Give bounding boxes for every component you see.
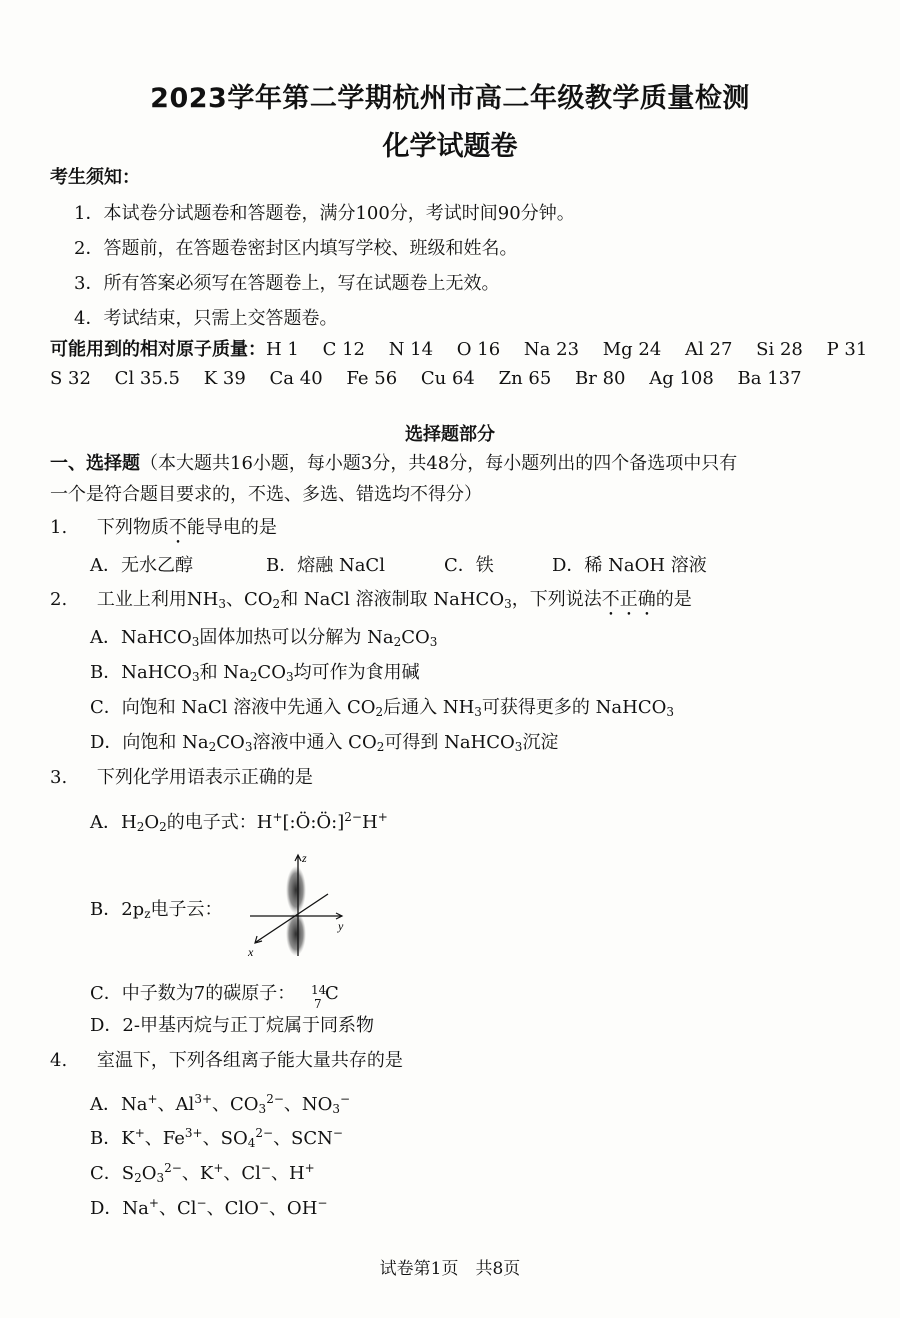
- q3a-text: 的电子式：H: [166, 812, 273, 833]
- q2b-sub: 3: [285, 670, 294, 684]
- notice-item-1: 1．本试卷分试题卷和答题卷，满分100分，考试时间90分钟。: [74, 203, 575, 224]
- exam-subtitle: 化学试题卷: [382, 131, 518, 162]
- q2c-sub: 3: [474, 705, 482, 719]
- q3a-text: H: [361, 812, 378, 833]
- q2-emphasis: 不正确: [601, 589, 656, 610]
- q2d-sub: 2: [208, 740, 217, 754]
- q3a-text: O: [144, 812, 160, 833]
- q4-option-c: [90, 1156, 315, 1190]
- q1-option-d: D．稀 NaOH 溶液: [552, 555, 707, 576]
- q2d-text: 沉淀: [522, 732, 559, 753]
- q4c-sup: 2−: [164, 1161, 182, 1175]
- q4c-text: 、Cl: [223, 1163, 261, 1184]
- q2d-text: D．向饱和 Na: [90, 732, 209, 753]
- q2c-sub: 2: [375, 705, 384, 719]
- notice-item-2: 2．答题前，在答题卷密封区内填写学校、班级和姓名。: [74, 238, 518, 259]
- q2a-sub: 2: [393, 635, 402, 649]
- exam-title: 2023学年第二学期杭州市高二年级教学质量检测: [150, 83, 750, 114]
- q2-option-d: [90, 731, 558, 759]
- q3a-text: A．H: [90, 812, 137, 833]
- nuclide-notation: [310, 982, 327, 1011]
- q2a-text: CO: [401, 627, 430, 648]
- q4b-sup: +: [134, 1126, 145, 1140]
- q4d-text: D．Na: [90, 1198, 149, 1219]
- y-axis-label: y: [338, 919, 344, 933]
- q4a-text: 、NO: [283, 1094, 333, 1115]
- q4b-sup: −: [332, 1126, 343, 1140]
- q2-stem-pre: 工业上利用: [96, 589, 187, 610]
- q2b-text: B．NaHCO: [90, 662, 192, 683]
- q4b-text: 、Fe: [144, 1128, 185, 1149]
- notice-heading: 考生须知：: [50, 167, 140, 188]
- q2-co2: CO: [244, 589, 273, 610]
- atomic-masses-values-1: H 1 C 12 N 14 O 16 Na 23 Mg 24 Al 27 Si 28 P 31: [266, 339, 868, 360]
- section-title: 选择题部分: [405, 424, 495, 445]
- q3c-text: C．中子数为7的碳原子：: [90, 983, 296, 1004]
- q4a-sub: 3: [332, 1102, 341, 1116]
- q4b-sup: 3+: [184, 1126, 203, 1140]
- section-heading-text-2: 一个是符合题目要求的，不选、多选、错选均不得分）: [50, 484, 482, 505]
- q2-end: 的是: [655, 589, 692, 610]
- q2d-sub: 2: [376, 740, 385, 754]
- q4c-sub: 2: [134, 1171, 142, 1185]
- q4d-sup: −: [196, 1196, 207, 1210]
- section-heading: [50, 452, 737, 476]
- q2d-sub: 3: [244, 740, 253, 754]
- q3a-sup: 2−: [344, 810, 362, 824]
- q1-option-b: B．熔融 NaCl: [266, 555, 385, 576]
- q2d-text: 溶液中通入 CO: [252, 732, 377, 753]
- q2d-text: CO: [216, 732, 245, 753]
- q2c-sub: 3: [666, 705, 675, 719]
- q4d-sup: +: [148, 1196, 159, 1210]
- q4c-text: 、K: [181, 1163, 214, 1184]
- q2-post: ，下列说法: [511, 589, 602, 610]
- q1-stem-pre: 下列物质: [96, 517, 169, 538]
- q3-option-b: [90, 898, 223, 926]
- q2c-text: C．向饱和 NaCl 溶液中先通入 CO: [90, 697, 376, 718]
- q2-option-c: [90, 696, 674, 724]
- q3b-text: B．2p: [90, 899, 145, 920]
- q4c-sub: 3: [156, 1171, 165, 1185]
- page-footer: 试卷第1页 共8页: [379, 1259, 521, 1279]
- q2-number: 2.: [50, 589, 68, 610]
- q2-sub: 2: [272, 597, 281, 611]
- q2d-text: 可得到 NaHCO: [384, 732, 515, 753]
- q4c-sup: +: [213, 1161, 224, 1175]
- q4b-sup: 2−: [255, 1126, 274, 1140]
- section-heading-bold: 一、选择题: [50, 453, 140, 474]
- q2-comma: 、: [226, 589, 245, 610]
- q2a-sub: 3: [191, 635, 200, 649]
- q2-option-a: [90, 626, 437, 654]
- q4d-text: 、Cl: [158, 1198, 197, 1219]
- q4a-text: A．Na: [90, 1094, 148, 1115]
- q4d-text: 、ClO: [206, 1198, 259, 1219]
- q3a-sub: 2: [159, 820, 167, 834]
- q2-sub: 3: [504, 597, 512, 611]
- q2a-text: A．NaHCO: [90, 627, 192, 648]
- q1-stem-post: 能导电的是: [186, 517, 277, 538]
- q3-option-c: [90, 982, 339, 1011]
- q4c-text: C．S: [90, 1163, 135, 1184]
- upper-lobe: [286, 866, 306, 914]
- q1-number: 1.: [50, 517, 68, 538]
- atomic-number: 7: [313, 997, 322, 1011]
- q2c-text: 后通入 NH: [383, 697, 475, 718]
- mass-number: 14: [310, 983, 327, 997]
- notice-item-4: 4．考试结束，只需上交答题卷。: [74, 308, 338, 329]
- q1-stem-emphasis: 不: [168, 517, 187, 538]
- q4a-sup: +: [147, 1092, 158, 1106]
- q3-option-a: [90, 805, 388, 839]
- q2c-text: 可获得更多的 NaHCO: [481, 697, 667, 718]
- q3-stem: [50, 766, 313, 790]
- q3-number: 3.: [50, 767, 68, 788]
- q2-nh3: NH: [186, 589, 219, 610]
- q3-option-d: D．2-甲基丙烷与正丁烷属于同系物: [90, 1015, 374, 1036]
- element-symbol: C: [324, 983, 339, 1004]
- q3a-sup: +: [272, 810, 283, 824]
- q4a-sup: −: [340, 1092, 351, 1106]
- q4a-sup: 2−: [266, 1092, 284, 1106]
- q2b-text: 均可作为食用碱: [293, 662, 420, 683]
- q4b-text: 、SO: [202, 1128, 248, 1149]
- q3-stem-text: 下列化学用语表示正确的是: [96, 767, 313, 788]
- q4b-text: B．K: [90, 1128, 135, 1149]
- q4a-sup: 3+: [194, 1092, 213, 1106]
- q4a-text: 、CO: [212, 1094, 259, 1115]
- lower-lobe: [286, 912, 306, 956]
- q4b-text: 、SCN: [273, 1128, 333, 1149]
- atomic-masses-line1: [50, 338, 867, 362]
- q4-option-b: [90, 1121, 343, 1155]
- q2-mid: 和 NaCl 溶液制取 NaHCO: [280, 589, 505, 610]
- notice-item-3: 3．所有答案必须写在答题卷上，写在试题卷上无效。: [74, 273, 500, 294]
- q1-option-a: A．无水乙醇: [90, 555, 193, 576]
- q4c-sup: −: [260, 1161, 271, 1175]
- q3a-electron-dots: [:Ö:Ö:]: [282, 812, 345, 833]
- q4a-text: 、Al: [157, 1094, 195, 1115]
- q3a-sup: +: [377, 810, 388, 824]
- q2b-text: CO: [257, 662, 286, 683]
- q4d-text: 、OH: [268, 1198, 318, 1219]
- q2b-sub: 3: [191, 670, 200, 684]
- q4c-text: 、H: [270, 1163, 305, 1184]
- section-heading-text: （本大题共16小题，每小题3分，共48分，每小题列出的四个备选项中只有: [140, 453, 738, 474]
- q3b-text: 电子云：: [150, 899, 223, 920]
- q4-stem: [50, 1049, 403, 1073]
- q4a-sub: 3: [258, 1102, 267, 1116]
- q4-number: 4.: [50, 1050, 68, 1071]
- atomic-masses-line2: S 32 Cl 35.5 K 39 Ca 40 Fe 56 Cu 64 Zn 65 Br 80 Ag 108 Ba 137: [50, 368, 802, 389]
- p-orbital-cloud-diagram: [246, 852, 350, 960]
- q1-option-c: C．铁: [444, 555, 494, 576]
- q4d-sup: −: [317, 1196, 328, 1210]
- z-axis-label: z: [302, 852, 307, 865]
- q2-sub: 3: [218, 597, 227, 611]
- x-axis-label: x: [248, 945, 254, 959]
- q1-stem: [50, 516, 277, 548]
- q1-options: [90, 554, 707, 578]
- q3b-sub: z: [144, 907, 151, 921]
- q4c-text: O: [141, 1163, 157, 1184]
- q3a-sub: 2: [136, 820, 145, 834]
- q4-option-d: [90, 1191, 327, 1221]
- q4d-sup: −: [258, 1196, 269, 1210]
- q2a-text: 固体加热可以分解为 Na: [199, 627, 394, 648]
- q2b-sub: 2: [249, 670, 258, 684]
- atomic-masses-label: 可能用到的相对原子质量：: [50, 339, 266, 360]
- q4-option-a: [90, 1087, 350, 1121]
- q2a-sub: 3: [429, 635, 438, 649]
- q2b-text: 和 Na: [199, 662, 250, 683]
- q4c-sup: +: [304, 1161, 315, 1175]
- q2-option-b: [90, 661, 420, 689]
- q4b-sub: 4: [247, 1136, 256, 1150]
- q2d-sub: 3: [514, 740, 523, 754]
- q4-stem-text: 室温下，下列各组离子能大量共存的是: [96, 1050, 403, 1071]
- q2-stem: [50, 588, 692, 620]
